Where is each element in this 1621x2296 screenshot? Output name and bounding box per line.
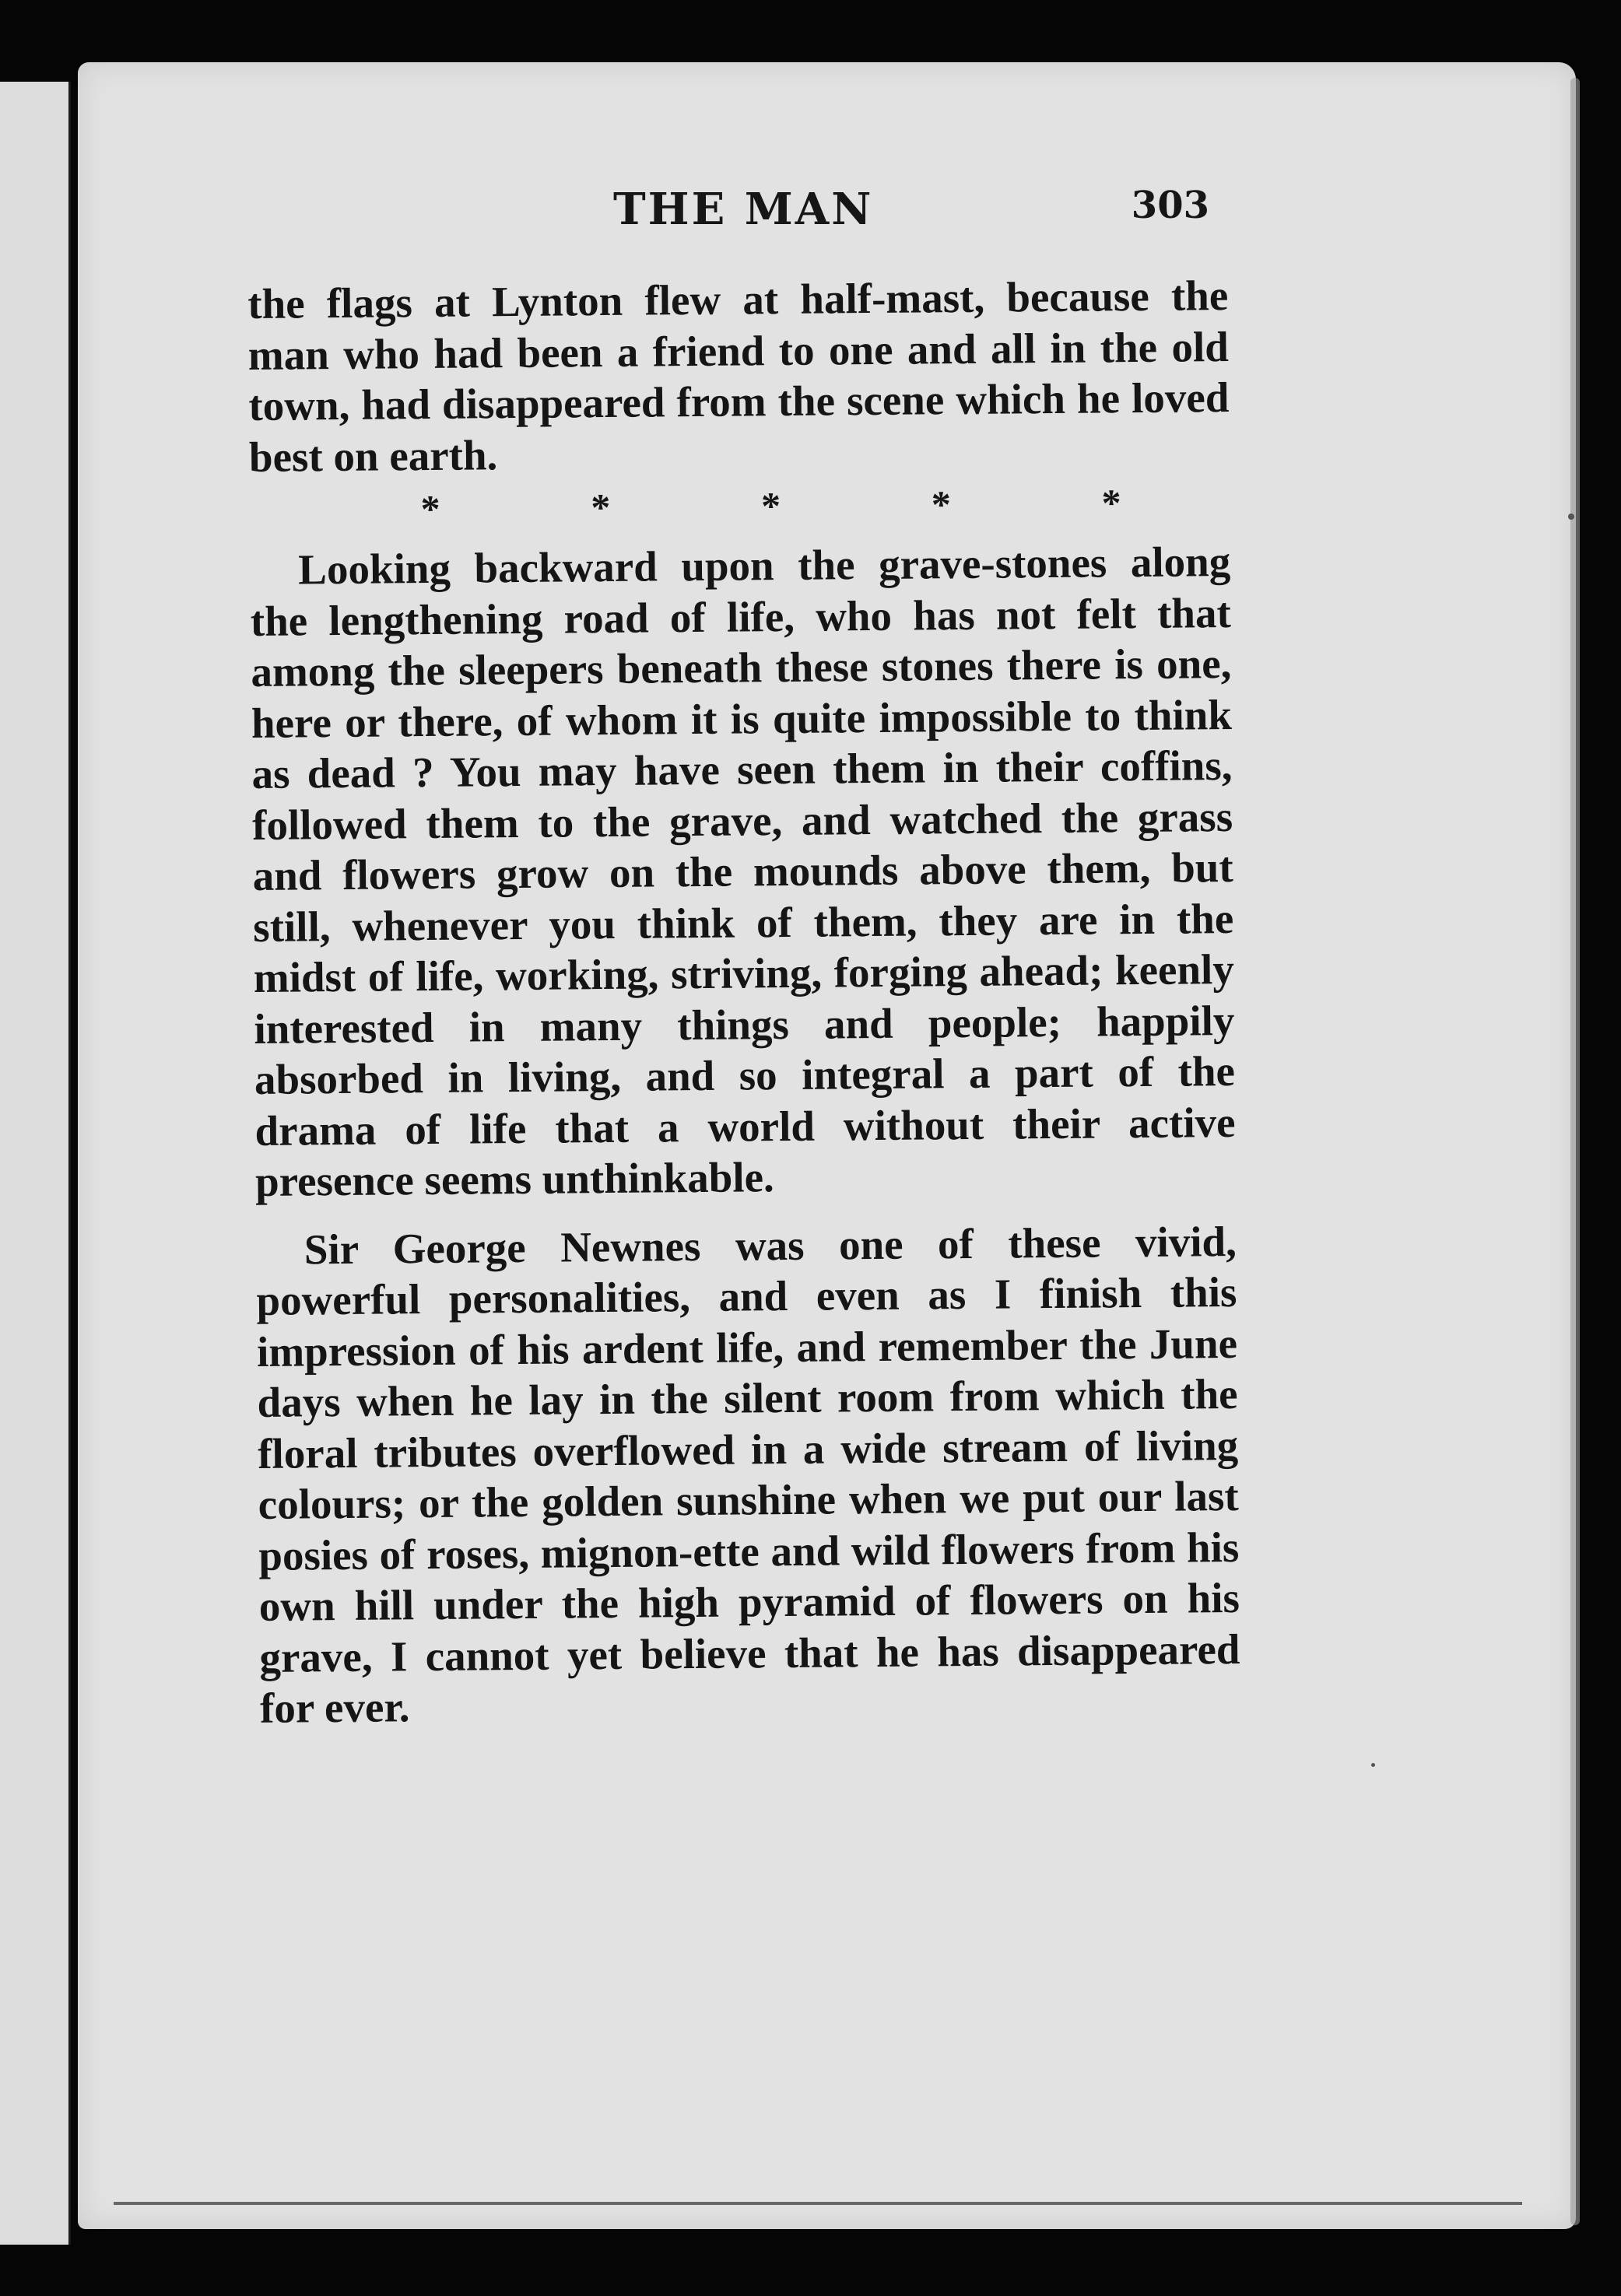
page-header bbox=[247, 184, 1209, 246]
paragraph-continued: the flags at Lynton flew at half-mast, because the man who had been a friend to one and all in the old town, had disappeared from the scene which he loved best on earth. bbox=[247, 272, 1230, 481]
page-fore-edge bbox=[1570, 78, 1580, 2225]
facing-page-edge bbox=[0, 82, 71, 2245]
section-break-star: * bbox=[591, 485, 611, 530]
scan-speck bbox=[1568, 514, 1574, 520]
paragraph-sir-george-newnes: Sir George Newnes was one of these vivid, powerful personalities, and even as I finish this impression of his ardent life, and remember the June days when he lay in the silent room from which the floral tributes overflowed in a wide stream of living colours; or the golden sunshine when we put our last posies of roses, mignon-ette and wild flowers from his own hill under the high pyramid of flowers on his grave, I cannot yet believe that he has disappeared for ever. bbox=[256, 1217, 1240, 1732]
page-bottom-shadow bbox=[114, 2202, 1522, 2205]
section-break-star: * bbox=[760, 484, 781, 528]
paragraph-looking-backward: Looking backward upon the grave-stones along the lengthening road of life, who has not felt that among the sleepers beneath these stones there is one, here or there, of whom it is quite impossible to think as dead ? You may have seen them in their coffins, followed them to the grave, and watched the grass and flowers grow on the mounds above them, but still, whenever you think of them, they are in the midst of life, working, striving, forging ahead; keenly interested in many things and people; happily absorbed in living, and so integral a part of the drama of life that a world without their active presence seems unthinkable. bbox=[250, 537, 1236, 1205]
section-break-star: * bbox=[1101, 481, 1121, 525]
page-body bbox=[247, 270, 1240, 1733]
section-break-star: * bbox=[931, 482, 952, 527]
section-break-star: * bbox=[420, 486, 440, 531]
section-break bbox=[420, 479, 1121, 532]
page-number: 303 bbox=[1131, 184, 1209, 227]
running-title: THE MAN bbox=[613, 184, 874, 235]
scan-speck bbox=[1371, 1763, 1375, 1767]
